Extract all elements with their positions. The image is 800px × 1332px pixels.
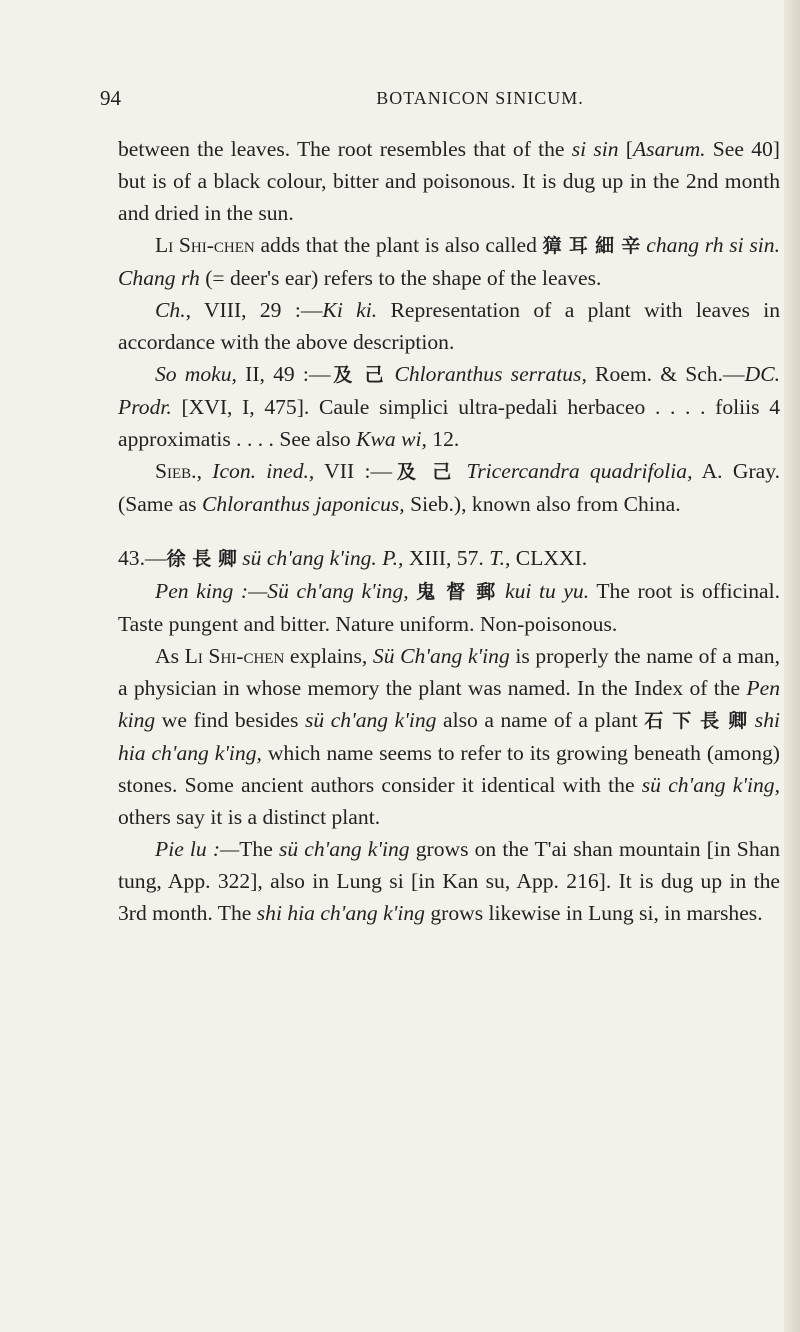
text: adds that the plant is also called [254,233,543,257]
text: Tricercandra quadrifolia, [456,459,693,483]
paragraph-sieb [118,455,780,520]
text: is properly the name of a man, a physician in whose memory the plant was named. In the Index of the [118,644,780,700]
text: Sieb.), known also from China. [404,492,681,516]
paragraph-ch-viii [118,294,780,358]
page-edge [784,0,800,1332]
text: 12. [426,427,460,451]
text: kui tu yu. [497,579,590,603]
text: sü ch'ang k'ing, [641,773,780,797]
text: Pie lu :— [155,837,240,861]
text: Roem. & Sch.— [586,362,745,386]
text: we find besides [155,708,305,732]
page-header [100,86,780,116]
paragraph-continuation [118,133,780,229]
text: II, 49 :— [236,362,331,386]
author-name: Li Shi-chen [184,644,285,668]
text: Asarum. [632,137,706,161]
text: Pen king :—Sü ch'ang k'ing, [155,579,409,603]
text: XIII, 57. [403,546,490,570]
entry-heading-43 [118,542,780,575]
text: Pen king [118,676,780,732]
text: , [196,459,213,483]
text: grows on the T'ai shan mountain [in Shan tung, App. 322], also in Lung si [in Kan su, App. 216]. It is dug up in the 3rd month. The [118,837,780,925]
text: Chloranthus japonicus, [201,492,405,516]
entry-number: 43.— [118,546,167,570]
text: So moku, [155,362,237,386]
author-name: Li Shi-chen [155,233,255,257]
text: VII :— [314,459,393,483]
text: Chloranthus serratus, [386,362,587,386]
chinese-characters: 鬼 督 郵 [416,581,498,603]
text: See 40] but is of a black colour, bitter and poisonous. It is dug up in the 2nd month and dried in the sun. [118,137,780,225]
text: si sin [571,137,619,161]
body-text [118,133,780,929]
text: shi hia ch'ang k'ing [256,901,425,925]
text: shi hia ch'ang k'ing, [118,708,780,765]
paragraph-as-li-shi-chen [118,640,780,833]
text: others say it is a distinct plant. [118,805,381,829]
text: DC. Prodr. [118,362,780,419]
text: Representation of a plant with leaves in accordance with the above description. [118,298,780,354]
text: A. Gray. (Same as [118,459,781,516]
paragraph-pen-king [118,575,780,640]
text: As [155,644,185,668]
text: CLXXI. [510,546,588,570]
text: The [239,837,279,861]
text: [ [618,137,633,161]
text: between the leaves. The root resembles that of the [118,137,572,161]
author-name: Sieb. [155,459,197,483]
chinese-characters: 獐 耳 細 辛 [542,235,641,257]
text: sü ch'ang k'ing [304,708,437,732]
text: grows likewise in Lung si, in marshes. [424,901,763,925]
text: which name seems to refer to its growing beneath (among) stones. Some ancient authors consider it identical with the [118,741,780,797]
text: also a name of a plant [436,708,645,732]
text: , VIII, 29 :— [185,298,323,322]
chinese-characters: 徐 長 卿 [166,548,237,570]
text: [XVI, I, 475]. Caule simplici ultra-pedali herbaceo . . . . foliis 4 approximatis . . . . See also [118,395,780,451]
chinese-characters: 及 己 [330,364,387,386]
text: Icon. ined., [212,459,315,483]
text: chang rh si sin. Chang rh [118,233,780,290]
text: sü ch'ang k'ing [278,837,410,861]
text: T., [489,546,511,570]
text: Sü Ch'ang k'ing [372,644,510,668]
text: The root is officinal. Taste pungent and bitter. Nature uniform. Non-poisonous. [118,579,780,636]
text: (= deer's ear) refers to the shape of the leaves. [199,266,602,290]
running-head: BOTANICON SINICUM. [376,88,584,108]
text: Ch. [155,298,186,322]
text: Kwa wi, [356,427,427,451]
text: explains, [284,644,373,668]
paragraph-li-shi-chen [118,229,780,294]
paragraph-so-moku [118,358,780,455]
chinese-characters: 及 己 [392,461,457,483]
text: Ki ki. [322,298,378,322]
chinese-characters: 石 下 長 卿 [644,710,749,732]
page-number: 94 [100,86,121,110]
text: sü ch'ang k'ing. P., [236,546,404,570]
paragraph-pie-lu [118,833,780,929]
